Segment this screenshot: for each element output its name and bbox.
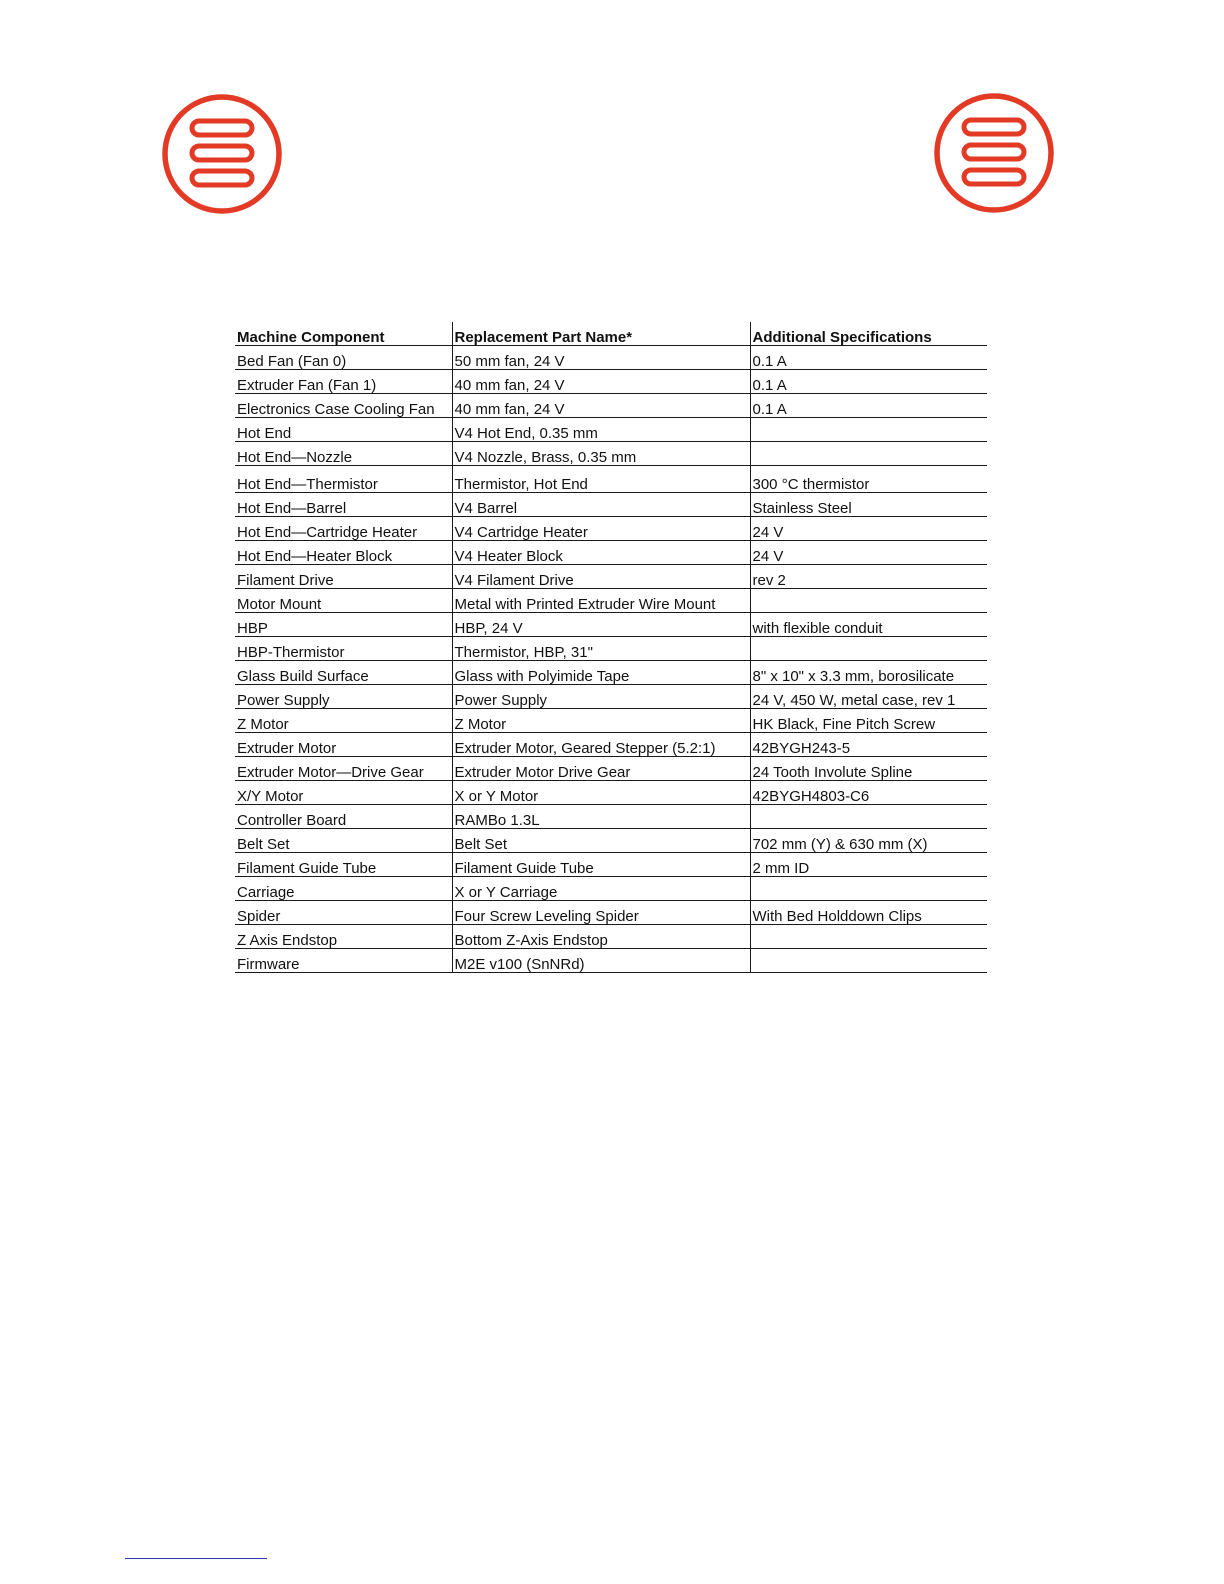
cell-additional-specifications <box>750 418 987 442</box>
cell-machine-component: Firmware <box>235 949 452 973</box>
cell-machine-component: Belt Set <box>235 829 452 853</box>
cell-additional-specifications: 24 V <box>750 517 987 541</box>
cell-machine-component: Extruder Fan (Fan 1) <box>235 370 452 394</box>
table-row <box>235 661 987 685</box>
cell-machine-component: Electronics Case Cooling Fan <box>235 394 452 418</box>
cell-replacement-part-name: Bottom Z-Axis Endstop <box>452 925 750 949</box>
cell-machine-component: Hot End—Thermistor <box>235 466 452 493</box>
table-row <box>235 589 987 613</box>
table-row <box>235 685 987 709</box>
cell-replacement-part-name: X or Y Carriage <box>452 877 750 901</box>
cell-machine-component: X/Y Motor <box>235 781 452 805</box>
cell-additional-specifications: 42BYGH243-5 <box>750 733 987 757</box>
cell-machine-component: Hot End—Heater Block <box>235 541 452 565</box>
table-row <box>235 613 987 637</box>
replacement-parts-table <box>235 322 987 973</box>
cell-replacement-part-name: V4 Barrel <box>452 493 750 517</box>
cell-additional-specifications: With Bed Holddown Clips <box>750 901 987 925</box>
table-row <box>235 757 987 781</box>
cell-machine-component: Power Supply <box>235 685 452 709</box>
table-row <box>235 637 987 661</box>
brand-logo-icon <box>160 92 284 216</box>
cell-additional-specifications: Stainless Steel <box>750 493 987 517</box>
cell-replacement-part-name: X or Y Motor <box>452 781 750 805</box>
table-row <box>235 394 987 418</box>
table-row <box>235 901 987 925</box>
cell-machine-component: Extruder Motor <box>235 733 452 757</box>
cell-machine-component: Filament Drive <box>235 565 452 589</box>
cell-machine-component: Motor Mount <box>235 589 452 613</box>
cell-machine-component: Hot End—Barrel <box>235 493 452 517</box>
cell-replacement-part-name: HBP, 24 V <box>452 613 750 637</box>
cell-additional-specifications <box>750 637 987 661</box>
brand-logo-left <box>160 92 284 221</box>
table-row <box>235 853 987 877</box>
table-row <box>235 466 987 493</box>
cell-machine-component: Z Axis Endstop <box>235 925 452 949</box>
cell-replacement-part-name: V4 Nozzle, Brass, 0.35 mm <box>452 442 750 466</box>
cell-machine-component: Controller Board <box>235 805 452 829</box>
cell-machine-component: Hot End—Nozzle <box>235 442 452 466</box>
cell-replacement-part-name: Z Motor <box>452 709 750 733</box>
cell-additional-specifications: 702 mm (Y) & 630 mm (X) <box>750 829 987 853</box>
cell-replacement-part-name: V4 Cartridge Heater <box>452 517 750 541</box>
cell-replacement-part-name: Thermistor, Hot End <box>452 466 750 493</box>
table-row <box>235 877 987 901</box>
table-header-row <box>235 322 987 346</box>
header-additional-specifications: Additional Specifications <box>750 322 987 346</box>
cell-machine-component: HBP-Thermistor <box>235 637 452 661</box>
table-row <box>235 370 987 394</box>
table-row <box>235 805 987 829</box>
cell-replacement-part-name: V4 Hot End, 0.35 mm <box>452 418 750 442</box>
table-row <box>235 442 987 466</box>
cell-replacement-part-name: RAMBo 1.3L <box>452 805 750 829</box>
cell-replacement-part-name: V4 Filament Drive <box>452 565 750 589</box>
cell-additional-specifications: 8" x 10" x 3.3 mm, borosilicate <box>750 661 987 685</box>
cell-replacement-part-name: Filament Guide Tube <box>452 853 750 877</box>
table-row <box>235 949 987 973</box>
cell-additional-specifications: 42BYGH4803-C6 <box>750 781 987 805</box>
cell-additional-specifications <box>750 442 987 466</box>
cell-additional-specifications: 0.1 A <box>750 370 987 394</box>
cell-additional-specifications: 24 Tooth Involute Spline <box>750 757 987 781</box>
cell-additional-specifications: 300 °C thermistor <box>750 466 987 493</box>
table-row <box>235 709 987 733</box>
table-row <box>235 733 987 757</box>
cell-replacement-part-name: Extruder Motor, Geared Stepper (5.2:1) <box>452 733 750 757</box>
cell-additional-specifications: 0.1 A <box>750 346 987 370</box>
cell-replacement-part-name: Power Supply <box>452 685 750 709</box>
cell-additional-specifications: 24 V <box>750 541 987 565</box>
cell-machine-component: Carriage <box>235 877 452 901</box>
table-row <box>235 493 987 517</box>
cell-replacement-part-name: Glass with Polyimide Tape <box>452 661 750 685</box>
table-row <box>235 565 987 589</box>
cell-replacement-part-name: Metal with Printed Extruder Wire Mount <box>452 589 750 613</box>
table-row <box>235 517 987 541</box>
cell-replacement-part-name: 50 mm fan, 24 V <box>452 346 750 370</box>
table-row <box>235 418 987 442</box>
cell-machine-component: Bed Fan (Fan 0) <box>235 346 452 370</box>
cell-replacement-part-name: Belt Set <box>452 829 750 853</box>
cell-machine-component: Hot End <box>235 418 452 442</box>
cell-replacement-part-name: Thermistor, HBP, 31" <box>452 637 750 661</box>
cell-additional-specifications: rev 2 <box>750 565 987 589</box>
cell-replacement-part-name: V4 Heater Block <box>452 541 750 565</box>
cell-machine-component: Extruder Motor—Drive Gear <box>235 757 452 781</box>
header-machine-component: Machine Component <box>235 322 452 346</box>
cell-machine-component: Filament Guide Tube <box>235 853 452 877</box>
cell-additional-specifications <box>750 589 987 613</box>
cell-additional-specifications: 2 mm ID <box>750 853 987 877</box>
table-row <box>235 541 987 565</box>
brand-logo-icon <box>932 91 1056 215</box>
table-row <box>235 829 987 853</box>
header-replacement-part-name: Replacement Part Name* <box>452 322 750 346</box>
cell-additional-specifications: with flexible conduit <box>750 613 987 637</box>
cell-additional-specifications <box>750 925 987 949</box>
table-row <box>235 781 987 805</box>
cell-machine-component: HBP <box>235 613 452 637</box>
cell-additional-specifications <box>750 877 987 901</box>
cell-machine-component: Hot End—Cartridge Heater <box>235 517 452 541</box>
cell-machine-component: Glass Build Surface <box>235 661 452 685</box>
table-row <box>235 925 987 949</box>
cell-replacement-part-name: Four Screw Leveling Spider <box>452 901 750 925</box>
footnote-separator <box>125 1558 267 1559</box>
cell-replacement-part-name: M2E v100 (SnNRd) <box>452 949 750 973</box>
cell-additional-specifications <box>750 949 987 973</box>
cell-additional-specifications: 0.1 A <box>750 394 987 418</box>
cell-additional-specifications: 24 V, 450 W, metal case, rev 1 <box>750 685 987 709</box>
cell-additional-specifications: HK Black, Fine Pitch Screw <box>750 709 987 733</box>
cell-machine-component: Z Motor <box>235 709 452 733</box>
cell-additional-specifications <box>750 805 987 829</box>
brand-logo-right <box>932 91 1056 220</box>
cell-replacement-part-name: Extruder Motor Drive Gear <box>452 757 750 781</box>
cell-machine-component: Spider <box>235 901 452 925</box>
table-row <box>235 346 987 370</box>
cell-replacement-part-name: 40 mm fan, 24 V <box>452 394 750 418</box>
cell-replacement-part-name: 40 mm fan, 24 V <box>452 370 750 394</box>
